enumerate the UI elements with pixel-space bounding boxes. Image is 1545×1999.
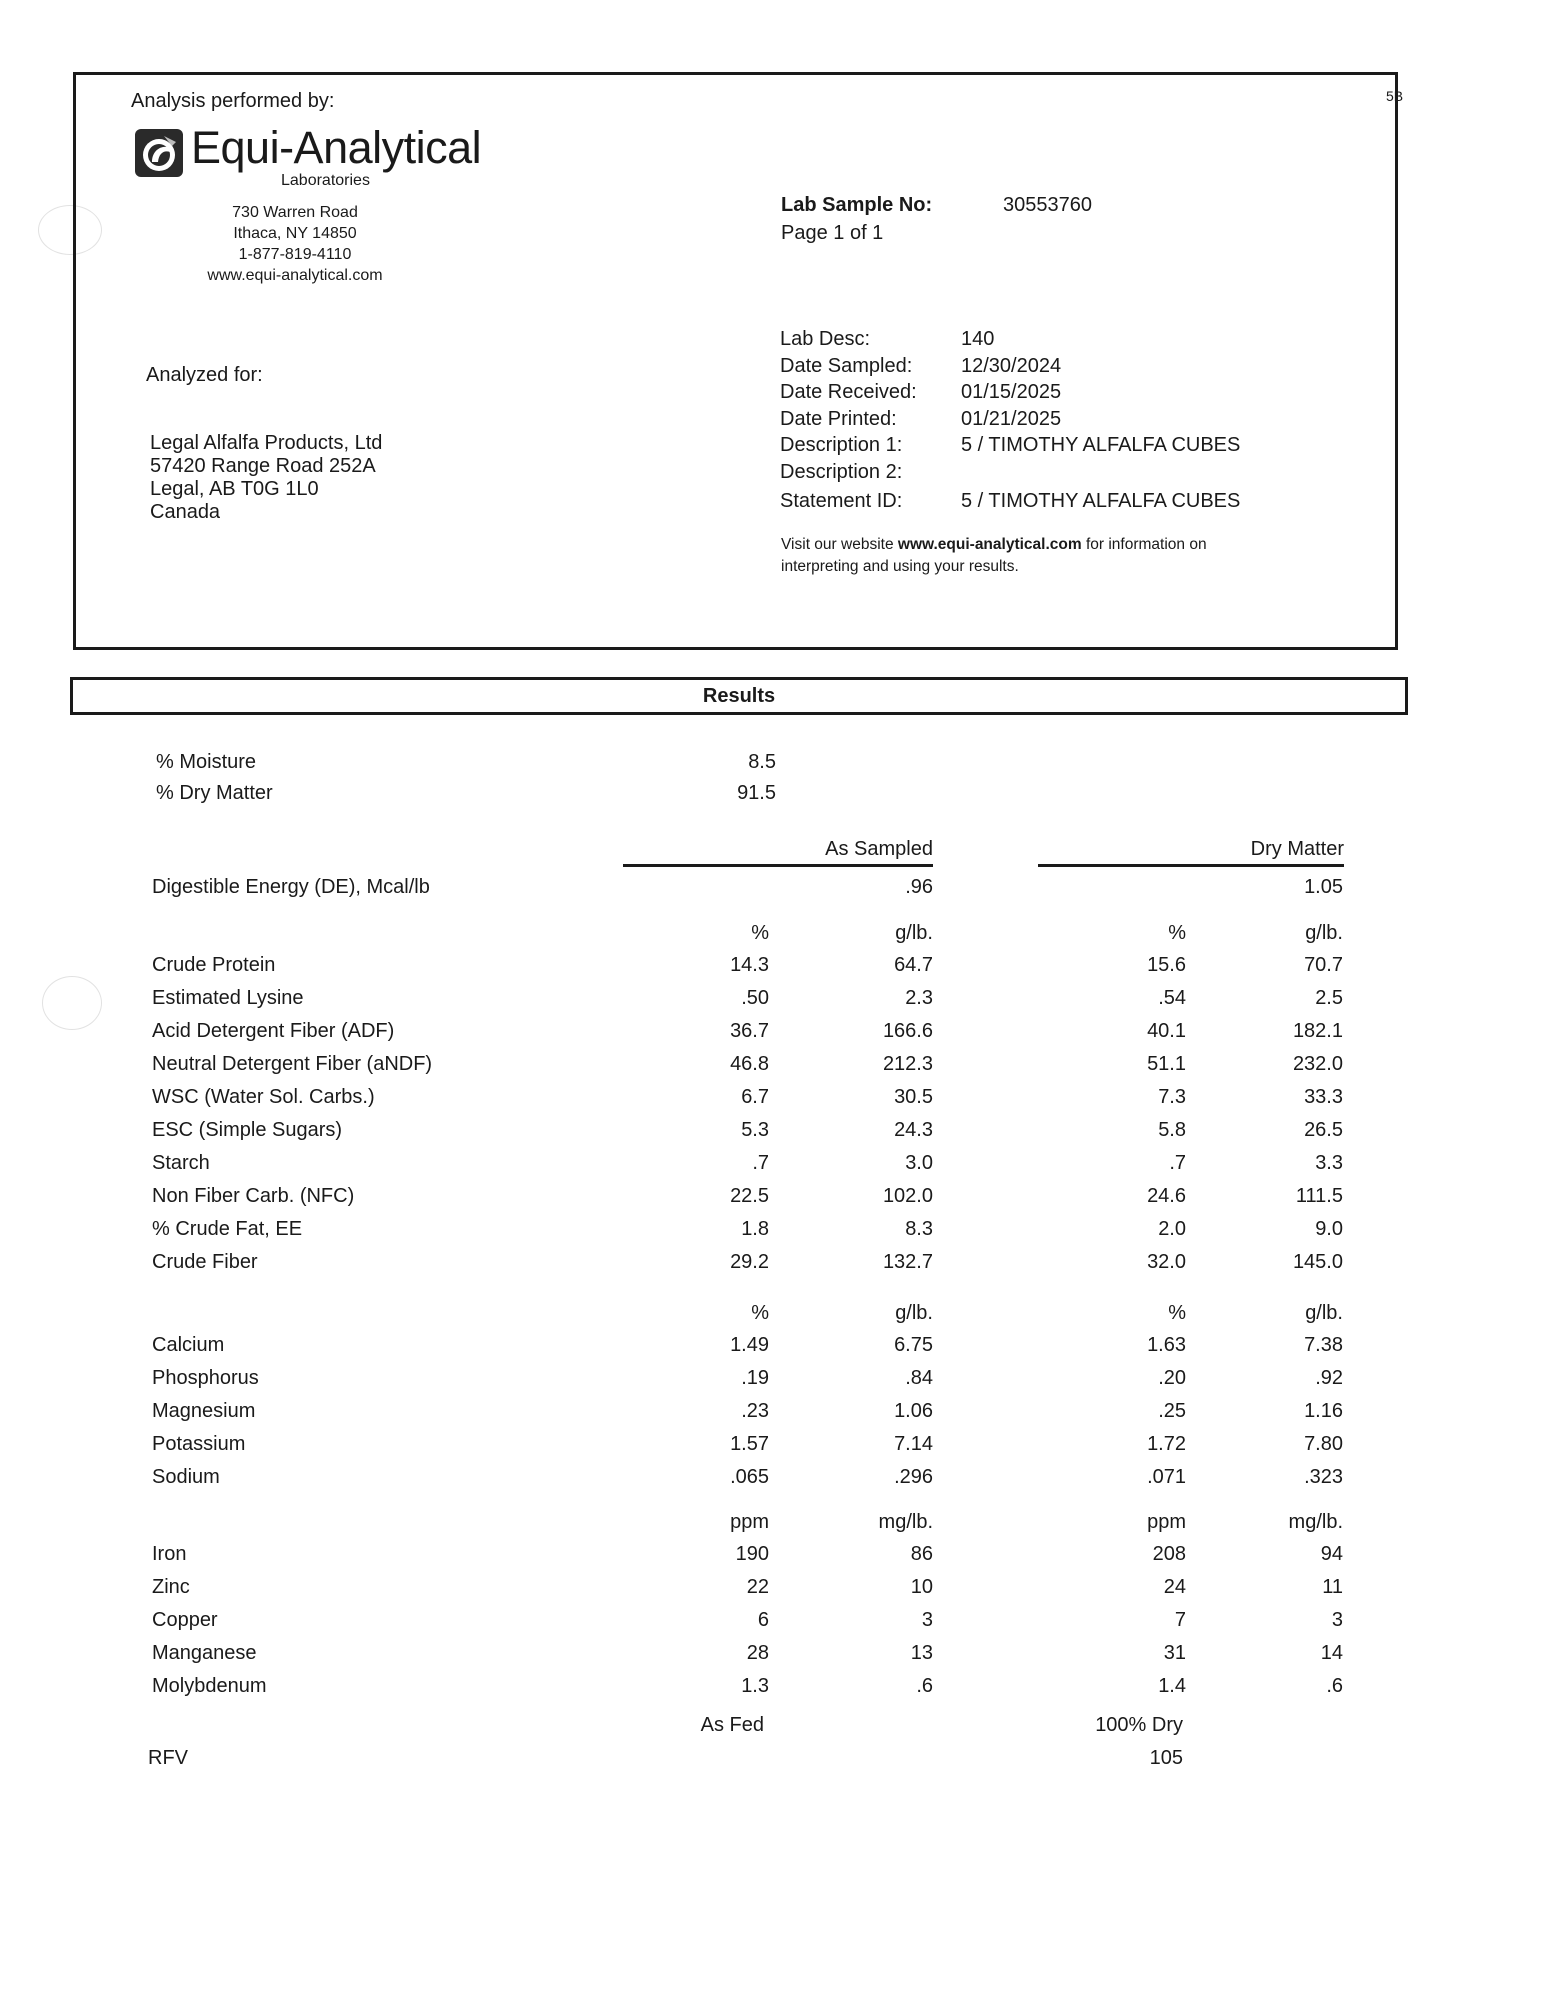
row-value: 33.3 <box>1304 1086 1343 1108</box>
row-value: .7 <box>1169 1152 1186 1174</box>
row-label: Neutral Detergent Fiber (aNDF) <box>152 1053 433 1075</box>
client-address-line: 57420 Range Road 252A <box>150 455 376 477</box>
row-value: 190 <box>735 1543 769 1565</box>
row-value: 24.3 <box>894 1119 933 1141</box>
row-value: 2.5 <box>1315 987 1343 1009</box>
row-value: .23 <box>741 1400 769 1422</box>
dry-matter-value: 91.5 <box>737 782 776 804</box>
unit-header: % <box>751 922 769 944</box>
analyzed-for-label: Analyzed for: <box>146 364 263 386</box>
client-name: Legal Alfalfa Products, Ltd <box>150 432 383 454</box>
row-value: .92 <box>1315 1367 1343 1389</box>
row-value: 5.8 <box>1158 1119 1186 1141</box>
row-value: .6 <box>916 1675 933 1697</box>
row-value: 6.75 <box>894 1334 933 1356</box>
lab-logo <box>131 122 491 194</box>
row-value: .296 <box>894 1466 933 1488</box>
row-value: 166.6 <box>882 1020 933 1042</box>
row-value: .25 <box>1158 1400 1186 1422</box>
row-label: Copper <box>152 1609 218 1631</box>
row-value: 1.49 <box>730 1334 769 1356</box>
row-value: 1.06 <box>894 1400 933 1422</box>
rfv-label: RFV <box>148 1747 188 1769</box>
website-note-text: Visit our website <box>781 536 898 553</box>
field-value: 5 / TIMOTHY ALFALFA CUBES <box>961 490 1241 512</box>
field-label: Date Printed: <box>780 407 897 430</box>
results-title: Results <box>702 685 776 707</box>
client-address-line: Legal, AB T0G 1L0 <box>150 478 319 500</box>
sample-fields <box>780 326 1400 515</box>
row-value: 10 <box>910 1576 933 1598</box>
row-value: 22 <box>746 1576 769 1598</box>
de-as-sampled: .96 <box>905 876 933 898</box>
row-value: .6 <box>1326 1675 1343 1697</box>
row-value: .20 <box>1158 1367 1186 1389</box>
lab-address-line: 730 Warren Road <box>232 204 358 221</box>
row-value: 3 <box>921 1609 933 1631</box>
website-note-text: for information on <box>1081 536 1207 553</box>
row-value: 212.3 <box>882 1053 933 1075</box>
performed-by-label: Analysis performed by: <box>131 90 335 112</box>
row-value: 40.1 <box>1147 1020 1186 1042</box>
moisture-value: 8.5 <box>748 751 776 773</box>
row-label: Phosphorus <box>152 1367 259 1389</box>
row-value: 6.7 <box>741 1086 769 1108</box>
lab-address-line: 1-877-819-4110 <box>238 246 352 263</box>
row-value: 13 <box>910 1642 933 1664</box>
row-label: Starch <box>152 1152 210 1174</box>
row-value: 29.2 <box>730 1251 769 1273</box>
dry-matter-label: % Dry Matter <box>156 782 273 804</box>
client-address-line: Canada <box>150 501 221 523</box>
row-value: 5.3 <box>741 1119 769 1141</box>
row-value: 3.3 <box>1315 1152 1343 1174</box>
field-row <box>780 406 1400 433</box>
lab-address <box>175 202 415 286</box>
row-value: 9.0 <box>1315 1218 1343 1240</box>
row-value: 22.5 <box>730 1185 769 1207</box>
page-indicator: Page 1 of 1 <box>781 222 884 244</box>
row-value: 32.0 <box>1147 1251 1186 1273</box>
field-value: 12/30/2024 <box>961 354 1062 377</box>
row-label: Estimated Lysine <box>152 987 304 1009</box>
row-value: .84 <box>905 1367 933 1389</box>
field-label: Lab Desc: <box>780 328 871 350</box>
row-value: .19 <box>741 1367 769 1389</box>
client-address <box>150 432 382 524</box>
row-value: .7 <box>752 1152 769 1174</box>
rfv-dry-value: 105 <box>1149 1747 1183 1769</box>
row-value: 7.38 <box>1304 1334 1343 1356</box>
row-label: WSC (Water Sol. Carbs.) <box>152 1086 375 1108</box>
unit-header: mg/lb. <box>1288 1511 1343 1533</box>
row-label: Magnesium <box>152 1400 256 1422</box>
row-value: 24 <box>1163 1576 1186 1598</box>
row-label: Calcium <box>152 1334 225 1356</box>
row-value: 14.3 <box>730 954 769 976</box>
row-label: Manganese <box>152 1642 257 1664</box>
website-note <box>781 534 1207 578</box>
row-value: 1.4 <box>1158 1675 1186 1697</box>
row-label: Acid Detergent Fiber (ADF) <box>152 1020 395 1042</box>
lab-address-line: Ithaca, NY 14850 <box>233 225 357 242</box>
row-value: 15.6 <box>1147 954 1186 976</box>
row-value: 1.72 <box>1147 1433 1186 1455</box>
website-note-text: interpreting and using your results. <box>781 558 1019 575</box>
field-value: 140 <box>961 328 995 350</box>
row-label: Crude Fiber <box>152 1251 258 1273</box>
row-value: 7 <box>1174 1609 1186 1631</box>
row-value: 31 <box>1163 1642 1186 1664</box>
results-bar <box>70 677 1408 715</box>
scan-smudge <box>42 976 102 1030</box>
field-row <box>780 459 1400 486</box>
row-value: .323 <box>1304 1466 1343 1488</box>
lab-logo-name: Equi-Analytical <box>191 122 482 173</box>
row-value: 145.0 <box>1292 1251 1343 1273</box>
row-value: 26.5 <box>1304 1119 1343 1141</box>
field-value: 01/15/2025 <box>961 381 1062 403</box>
unit-header: ppm <box>730 1511 769 1533</box>
lab-sample-label: Lab Sample No: <box>781 194 933 216</box>
row-value: 2.3 <box>905 987 933 1009</box>
row-label: Iron <box>152 1543 187 1565</box>
row-value: 132.7 <box>882 1251 933 1273</box>
field-row <box>780 488 1400 515</box>
row-value: 232.0 <box>1292 1053 1343 1075</box>
row-value: .54 <box>1158 987 1186 1009</box>
row-value: 1.16 <box>1304 1400 1343 1422</box>
row-label: Molybdenum <box>152 1675 267 1697</box>
row-value: 1.3 <box>741 1675 769 1697</box>
field-label: Date Received: <box>780 381 917 403</box>
field-row <box>780 432 1400 459</box>
row-value: 94 <box>1320 1543 1343 1565</box>
row-value: 46.8 <box>730 1053 769 1075</box>
col-dry-matter: Dry Matter <box>1038 838 1344 867</box>
row-value: 36.7 <box>730 1020 769 1042</box>
row-value: 111.5 <box>1295 1185 1343 1207</box>
field-label: Description 1: <box>780 434 903 456</box>
lab-website: www.equi-analytical.com <box>207 267 383 284</box>
field-label: Statement ID: <box>780 490 903 512</box>
lab-logo-sub: Laboratories <box>281 172 370 189</box>
row-value: 86 <box>910 1543 933 1565</box>
field-value: 5 / TIMOTHY ALFALFA CUBES <box>961 434 1241 456</box>
row-value: 182.1 <box>1292 1020 1343 1042</box>
row-value: 64.7 <box>894 954 933 976</box>
lab-sample-value: 30553760 <box>1003 194 1092 216</box>
row-value: 30.5 <box>894 1086 933 1108</box>
moisture-label: % Moisture <box>156 751 257 773</box>
field-row <box>780 379 1400 406</box>
row-label: Potassium <box>152 1433 246 1455</box>
rfv-dry-label: 100% Dry <box>1095 1714 1183 1736</box>
row-value: 11 <box>1322 1576 1343 1598</box>
page-code: 5B <box>1386 88 1404 104</box>
field-label: Date Sampled: <box>780 354 913 377</box>
unit-header: % <box>1168 922 1186 944</box>
field-row <box>780 353 1400 380</box>
row-value: 1.57 <box>730 1433 769 1455</box>
unit-header: g/lb. <box>895 922 933 944</box>
unit-header: g/lb. <box>1305 922 1343 944</box>
field-value: 01/21/2025 <box>961 407 1062 430</box>
row-value: 3 <box>1331 1609 1343 1631</box>
row-value: 7.80 <box>1304 1433 1343 1455</box>
row-value: 51.1 <box>1147 1053 1186 1075</box>
unit-header: mg/lb. <box>878 1511 933 1533</box>
unit-header: % <box>1168 1302 1186 1324</box>
unit-header: g/lb. <box>1305 1302 1343 1324</box>
row-value: .065 <box>730 1466 769 1488</box>
row-value: .071 <box>1147 1466 1186 1488</box>
row-value: 7.14 <box>894 1433 933 1455</box>
row-label: Sodium <box>152 1466 220 1488</box>
row-label: % Crude Fat, EE <box>152 1218 303 1240</box>
row-value: 208 <box>1152 1543 1186 1565</box>
row-value: 8.3 <box>905 1218 933 1240</box>
row-label: Zinc <box>152 1576 190 1598</box>
row-value: 102.0 <box>882 1185 933 1207</box>
field-label: Description 2: <box>780 460 903 483</box>
horse-head-icon <box>134 128 184 178</box>
col-as-sampled: As Sampled <box>623 838 933 867</box>
row-value: 7.3 <box>1158 1086 1186 1108</box>
row-value: 3.0 <box>905 1152 933 1174</box>
row-value: 1.63 <box>1147 1334 1186 1356</box>
de-label: Digestible Energy (DE), Mcal/lb <box>152 876 430 898</box>
row-value: .50 <box>741 987 769 1009</box>
unit-header: % <box>751 1302 769 1324</box>
row-label: Crude Protein <box>152 954 276 976</box>
row-value: 6 <box>757 1609 769 1631</box>
website-link[interactable]: www.equi-analytical.com <box>897 536 1082 553</box>
row-label: Non Fiber Carb. (NFC) <box>152 1185 355 1207</box>
row-value: 1.8 <box>741 1218 769 1240</box>
de-dry: 1.05 <box>1304 876 1343 898</box>
unit-header: g/lb. <box>895 1302 933 1324</box>
row-value: 70.7 <box>1304 954 1343 976</box>
row-value: 24.6 <box>1147 1185 1186 1207</box>
row-value: 2.0 <box>1158 1218 1186 1240</box>
row-label: ESC (Simple Sugars) <box>152 1119 343 1141</box>
row-value: 28 <box>746 1642 769 1664</box>
unit-header: ppm <box>1147 1511 1186 1533</box>
row-value: 14 <box>1320 1642 1343 1664</box>
field-row <box>780 326 1400 353</box>
rfv-as-fed-label: As Fed <box>700 1714 764 1736</box>
